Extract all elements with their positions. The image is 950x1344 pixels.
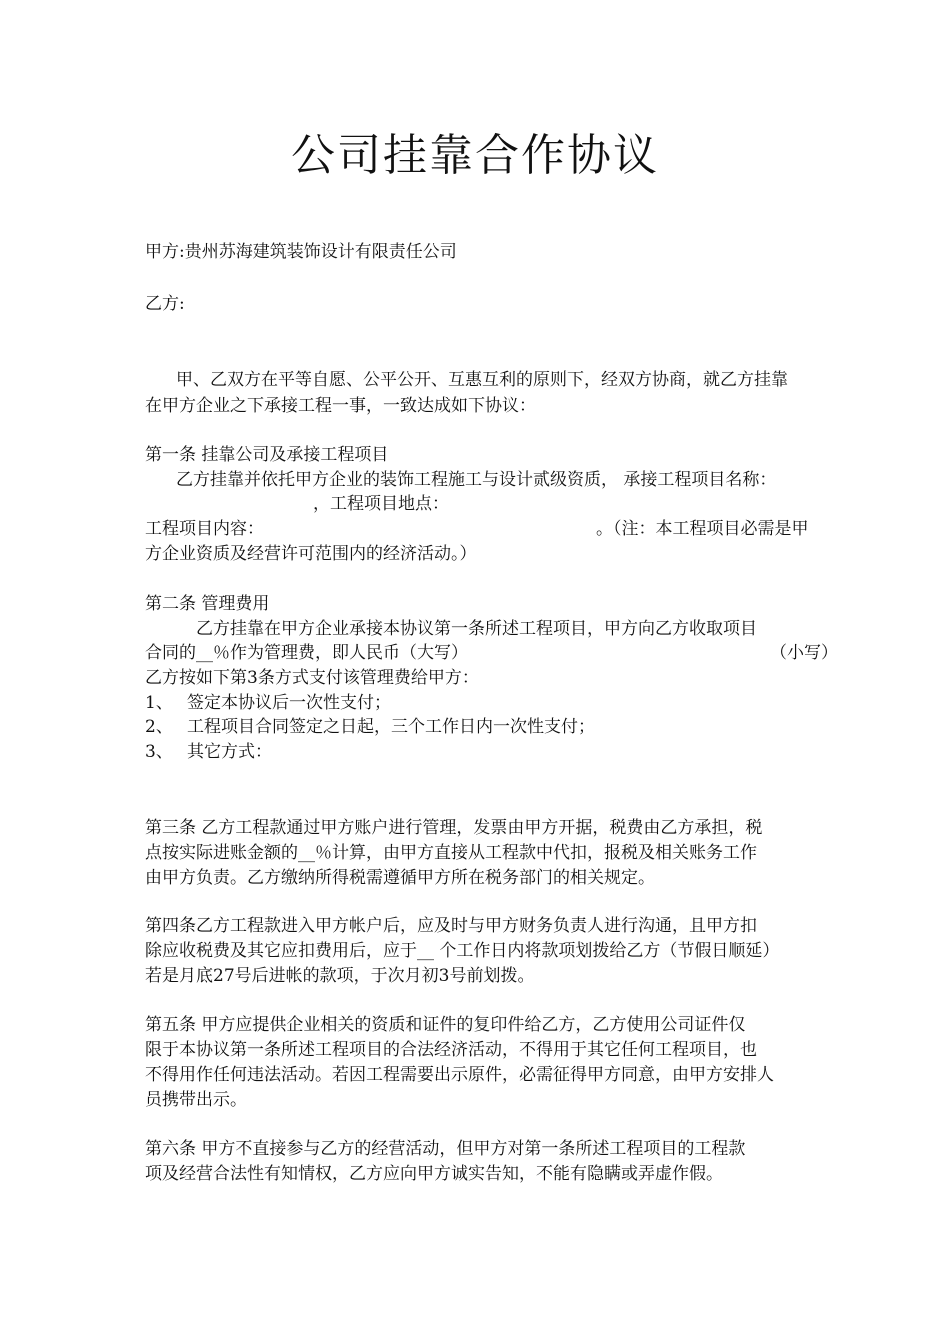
article-2-item-1 bbox=[145, 691, 391, 715]
article-5-line-3: 不得用作任何违法活动。若因工程需要出示原件，必需征得甲方同意，由甲方安排人 bbox=[145, 1065, 774, 1085]
article-5-line-4: 员携带出示。 bbox=[145, 1090, 247, 1110]
article-3-line-1: 第三条 乙方工程款通过甲方账户进行管理，发票由甲方开据，税费由乙方承担，税 bbox=[145, 818, 763, 838]
party-a: 甲方:贵州苏海建筑装饰设计有限责任公司 bbox=[145, 242, 457, 262]
item-text: 签定本协议后一次性支付； bbox=[187, 693, 391, 713]
article-1-line-3-right: 。（注：本工程项目必需是甲 bbox=[596, 519, 809, 539]
article-6-line-2: 项及经营合法性有知情权，乙方应向甲方诚实告知，不能有隐瞒或弄虚作假。 bbox=[145, 1164, 723, 1184]
item-number: 3、 bbox=[145, 742, 173, 762]
item-number: 1、 bbox=[145, 693, 173, 713]
item-number: 2、 bbox=[145, 717, 173, 737]
article-3-line-3: 由甲方负责。乙方缴纳所得税需遵循甲方所在税务部门的相关规定。 bbox=[145, 868, 655, 888]
document-title: 公司挂靠合作协议 bbox=[291, 130, 659, 181]
party-b: 乙方: bbox=[145, 294, 185, 314]
article-1-line-2: ，工程项目地点： bbox=[313, 494, 449, 514]
item-text: 工程项目合同签定之日起，三个工作日内一次性支付； bbox=[187, 717, 595, 737]
article-2-line-2-left: 合同的__％作为管理费，即人民币（大写） bbox=[145, 643, 468, 663]
item-text: 其它方式： bbox=[187, 742, 272, 762]
article-4-line-2: 除应收税费及其它应扣费用后，应于__ 个工作日内将款项划拨给乙方（节假日顺延） bbox=[145, 941, 780, 961]
article-2-item-2 bbox=[145, 715, 595, 739]
article-5-line-2: 限于本协议第一条所述工程项目的合法经济活动，不得用于其它任何工程项目，也 bbox=[145, 1040, 757, 1060]
article-4-line-3: 若是月底27号后进帐的款项，于次月初3号前划拨。 bbox=[145, 966, 535, 986]
article-1-line-4: 方企业资质及经营许可范围内的经济活动。） bbox=[145, 544, 477, 564]
article-2-line-1: 乙方挂靠在甲方企业承接本协议第一条所述工程项目，甲方向乙方收取项目 bbox=[196, 619, 757, 639]
article-2-heading: 第二条 管理费用 bbox=[145, 594, 270, 614]
article-4-line-1: 第四条乙方工程款进入甲方帐户后，应及时与甲方财务负责人进行沟通，且甲方扣 bbox=[145, 916, 757, 936]
article-2-line-2-right: （小写） bbox=[770, 643, 838, 663]
intro-line-2: 在甲方企业之下承接工程一事，一致达成如下协议： bbox=[145, 396, 536, 416]
article-1-heading: 第一条 挂靠公司及承接工程项目 bbox=[145, 445, 389, 465]
article-3-line-2: 点按实际进账金额的__％计算，由甲方直接从工程款中代扣，报税及相关账务工作 bbox=[145, 843, 757, 863]
article-5-line-1: 第五条 甲方应提供企业相关的资质和证件的复印件给乙方，乙方使用公司证件仅 bbox=[145, 1015, 746, 1035]
article-1-line-3-left: 工程项目内容： bbox=[145, 519, 264, 539]
intro-line-1: 甲、乙双方在平等自愿、公平公开、互惠互利的原则下，经双方协商，就乙方挂靠 bbox=[176, 370, 788, 390]
article-2-item-3 bbox=[145, 740, 272, 764]
article-2-line-3: 乙方按如下第3条方式支付该管理费给甲方： bbox=[145, 668, 479, 688]
article-6-line-1: 第六条 甲方不直接参与乙方的经营活动，但甲方对第一条所述工程项目的工程款 bbox=[145, 1139, 746, 1159]
article-1-line-1: 乙方挂靠并依托甲方企业的装饰工程施工与设计贰级资质， 承接工程项目名称： bbox=[176, 470, 777, 490]
